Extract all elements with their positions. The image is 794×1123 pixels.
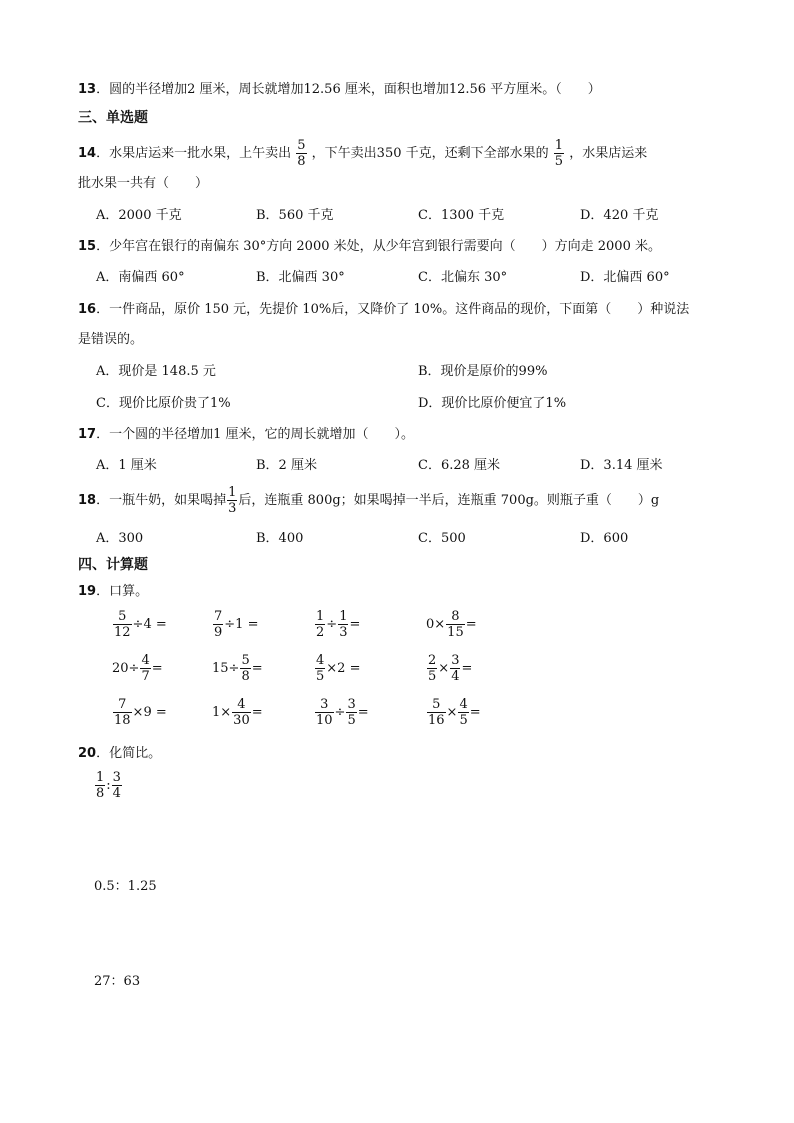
calc-item: $\frac{5}{16}$ × $\frac{4}{5}$ =	[428, 697, 481, 728]
option-a: A．2000 千克	[96, 208, 182, 223]
option-b: B．400	[256, 531, 304, 546]
calc-item: 20÷ $\frac{4}{7}$ =	[112, 653, 163, 684]
option-d: D．北偏西 60°	[580, 270, 670, 285]
option-b: B．现价是原价的99%	[418, 364, 548, 379]
calc-item: $\frac{7}{9}$ ÷1 =	[214, 609, 259, 640]
calc-item: $\frac{7}{18}$ ×9 =	[114, 697, 167, 728]
question-15	[78, 237, 661, 257]
question-text: ．水果店运来一批水果，上午卖出	[96, 146, 292, 161]
option-d: D．3.14 厘米	[580, 458, 663, 473]
question-text: 后，连瓶重 800g；如果喝掉一半后，连瓶重 700g。则瓶子重（ ）g	[238, 493, 660, 508]
question-number: 16	[78, 302, 97, 317]
calc-item: $\frac{1}{2}$ ÷ $\frac{1}{3}$ =	[316, 609, 361, 640]
question-number: 14	[78, 146, 97, 161]
question-16	[78, 300, 689, 320]
fraction: $\frac{1}{3}$	[228, 485, 237, 516]
fraction: $\frac{5}{8}$	[297, 138, 306, 169]
question-18	[78, 483, 659, 519]
ratio-item: $\frac{1}{8}$ : $\frac{3}{4}$	[96, 770, 121, 801]
option-b: B．2 厘米	[256, 458, 317, 473]
question-text: ．圆的半径增加2 厘米，周长就增加12.56 厘米，面积也增加12.56 平方厘米。（ ）	[96, 82, 601, 97]
option-b: B．北偏西 30°	[256, 270, 345, 285]
fraction: $\frac{1}{5}$	[554, 138, 564, 169]
question-13	[78, 80, 601, 100]
calc-item: 15÷ $\frac{5}{8}$ =	[212, 653, 263, 684]
option-a: A．300	[96, 531, 144, 546]
question-number: 13	[78, 82, 97, 97]
ratio-item: 27：63	[94, 974, 141, 989]
calc-item: $\frac{5}{12}$ ÷4 =	[114, 609, 167, 640]
question-text: ．一件商品，原价 150 元，先提价 10%后，又降价了 10%。这件商品的现价，下面第（ ）种说法	[96, 302, 690, 317]
question-14	[78, 136, 647, 172]
question-text: ．一个圆的半径增加1 厘米，它的周长就增加（ ）。	[96, 427, 414, 442]
option-c: C．北偏东 30°	[418, 270, 508, 285]
question-text: ．口算。	[96, 584, 149, 599]
question-17	[78, 425, 414, 445]
question-text: ，水果店运来	[569, 146, 648, 161]
option-c: C．6.28 厘米	[418, 458, 501, 473]
calc-item: 1× $\frac{4}{30}$ =	[212, 697, 263, 728]
option-d: D．420 千克	[580, 208, 659, 223]
question-text: ．一瓶牛奶，如果喝掉	[96, 493, 227, 508]
calc-item: $\frac{4}{5}$ ×2 =	[316, 653, 361, 684]
option-c: C．500	[418, 531, 466, 546]
question-number: 17	[78, 427, 97, 442]
calc-item: $\frac{2}{5}$ × $\frac{3}{4}$ =	[428, 653, 473, 684]
question-text: ，下午卖出350 千克，还剩下全部水果的	[311, 146, 549, 161]
question-number: 20	[78, 746, 97, 761]
calc-item: 0× $\frac{8}{15}$ =	[426, 609, 477, 640]
ratio-item: 0.5：1.25	[94, 879, 157, 894]
calc-item: $\frac{3}{10}$ ÷ $\frac{3}{5}$ =	[316, 697, 369, 728]
question-text-line2: 是错误的。	[78, 332, 144, 347]
section-heading-calculation: 四、计算题	[78, 557, 148, 573]
option-d: D．600	[580, 531, 629, 546]
section-heading-single-choice: 三、单选题	[78, 110, 148, 126]
question-text: ．少年宫在银行的南偏东 30°方向 2000 米处，从少年宫到银行需要向（ ）方向走 2000 米。	[96, 239, 661, 254]
option-b: B．560 千克	[256, 208, 334, 223]
option-a: A．南偏西 60°	[96, 270, 185, 285]
option-c: C．现价比原价贵了1%	[96, 396, 231, 411]
question-number: 18	[78, 493, 97, 508]
question-number: 15	[78, 239, 97, 254]
question-19	[78, 582, 148, 602]
question-number: 19	[78, 584, 97, 599]
question-20	[78, 744, 161, 764]
question-text-line2: 批水果一共有（ ）	[78, 176, 209, 191]
option-d: D．现价比原价便宜了1%	[418, 396, 567, 411]
option-a: A．现价是 148.5 元	[96, 364, 216, 379]
question-text: ．化简比。	[96, 746, 162, 761]
option-a: A．1 厘米	[96, 458, 157, 473]
option-c: C．1300 千克	[418, 208, 505, 223]
